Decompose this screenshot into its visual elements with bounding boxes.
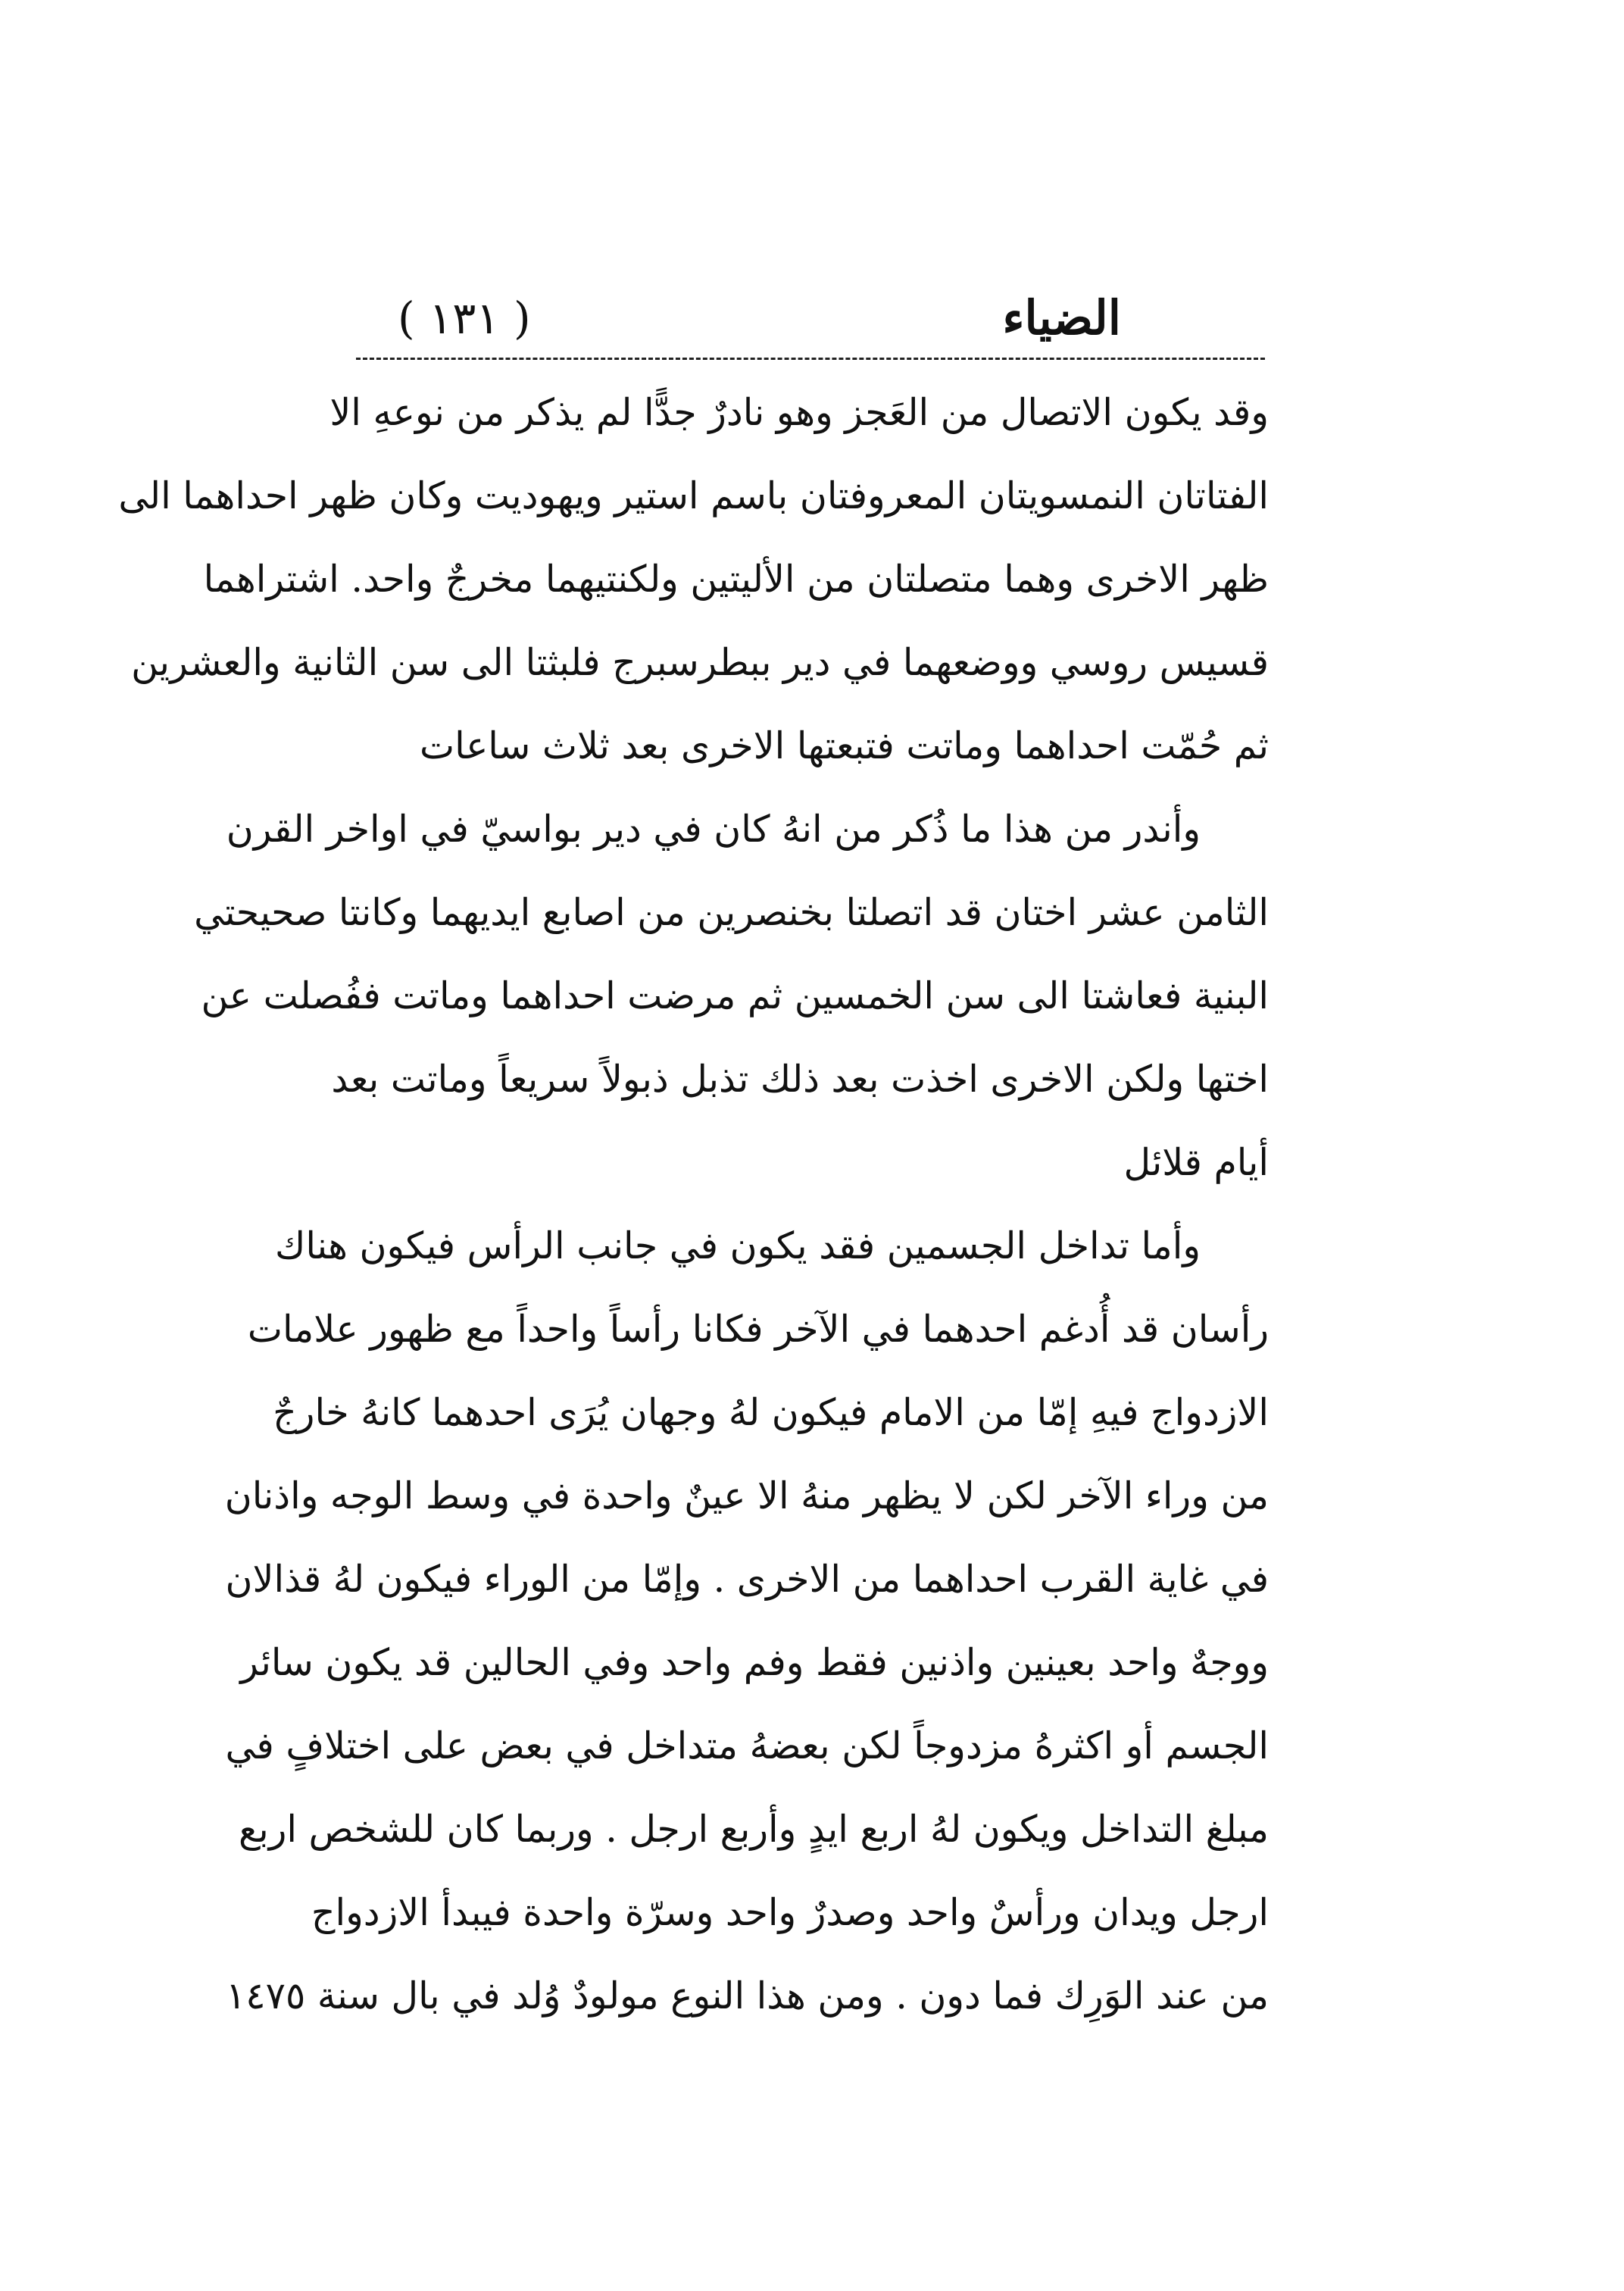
text-line: البنية فعاشتا الى سن الخمسين ثم مرضت احداهما وماتت ففُصلت عن xyxy=(201,974,1269,1017)
text-line: وقد يكون الاتصال من العَجز وهو نادرٌ جدًّا لم يذكر من نوعهِ الا xyxy=(329,391,1269,434)
text-line: من وراء الآخر لكن لا يظهر منهُ الا عينٌ واحدة في وسط الوجه واذنان xyxy=(224,1474,1269,1517)
text-line: الازدواج فيهِ إمّا من الامام فيكون لهُ وجهان يُرَى احدهما كانهُ خارجٌ xyxy=(273,1391,1269,1434)
text-line: الجسم أو اكثرهُ مزدوجاً لكن بعضهُ متداخل في بعض على اختلافٍ في xyxy=(225,1724,1269,1767)
text-line: أيام قلائل xyxy=(1123,1141,1269,1184)
text-line: الفتاتان النمسويتان المعروفتان باسم استير ويهوديت وكان ظهر احداهما الى xyxy=(118,474,1269,517)
header-divider xyxy=(356,358,1265,360)
text-line: الثامن عشر اختان قد اتصلتا بخنصرين من اصابع ايديهما وكانتا صحيحتي xyxy=(194,891,1269,934)
text-line: ارجل ويدان ورأسٌ واحد وصدرٌ واحد وسرّة واحدة فيبدأ الازدواج xyxy=(311,1891,1269,1934)
text-line: ثم حُمّت احداهما وماتت فتبعتها الاخرى بعد ثلاث ساعات xyxy=(420,724,1269,767)
page-number: ( ١٣١ ) xyxy=(398,292,531,344)
text-line: وأندر من هذا ما ذُكر من انهُ كان في دير بواسيّ في اواخر القرن xyxy=(226,808,1201,851)
text-line: قسيس روسي ووضعهما في دير ببطرسبرج فلبثتا الى سن الثانية والعشرين xyxy=(131,641,1269,684)
text-line: وأما تداخل الجسمين فقد يكون في جانب الرأس فيكون هناك xyxy=(275,1224,1201,1267)
text-line: اختها ولكن الاخرى اخذت بعد ذلك تذبل ذبولاً سريعاً وماتت بعد xyxy=(331,1058,1269,1101)
text-line: ووجهٌ واحد بعينين واذنين فقط وفم واحد وفي الحالين قد يكون سائر xyxy=(240,1641,1269,1684)
text-line: مبلغ التداخل ويكون لهُ اربع ايدٍ وأربع ارجل . وربما كان للشخص اربع xyxy=(238,1808,1269,1851)
text-line: ظهر الاخرى وهما متصلتان من الأليتين ولكنتيهما مخرجٌ واحد. اشتراهما xyxy=(203,558,1269,601)
body-text xyxy=(118,371,1269,2038)
text-line: رأسان قد أُدغم احدهما في الآخر فكانا رأساً واحداً مع ظهور علامات xyxy=(247,1308,1269,1351)
header-title: الضياء xyxy=(1002,290,1121,345)
running-header xyxy=(356,280,1265,364)
text-line: في غاية القرب احداهما من الاخرى . وإمّا من الوراء فيكون لهُ قذالان xyxy=(225,1558,1269,1601)
text-line: من عند الوَرِك فما دون . ومن هذا النوع مولودٌ وُلد في بال سنة ١٤٧٥ xyxy=(225,1974,1269,2018)
